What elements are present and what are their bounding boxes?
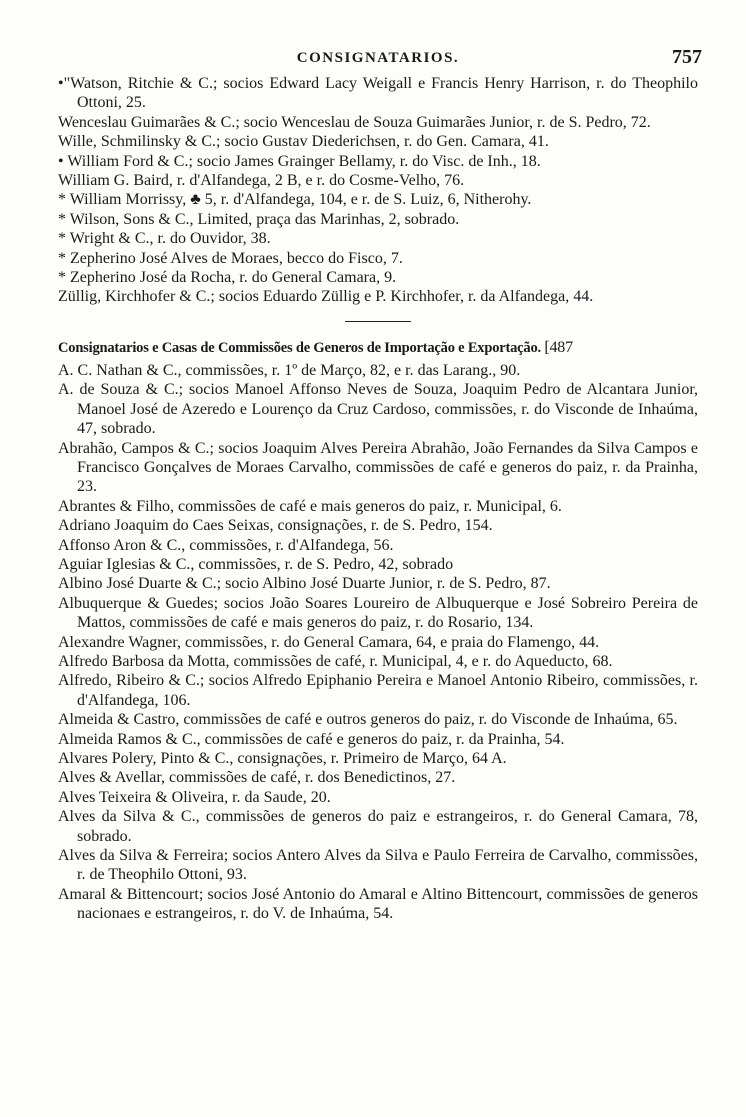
list-item: Wenceslau Guimarães & C.; socio Wenceslau de Souza Guimarães Junior, r. de S. Pedro, 72. <box>58 113 651 131</box>
list-item: Alves da Silva & C., commissões de generos do paiz e estrangeiros, r. do General Camara, 78, sobrado. <box>58 808 698 845</box>
section-heading-text: Consignatarios e Casas de Commissões de Generos de Importação e Exportação. <box>58 339 541 356</box>
list-item: Amaral & Bittencourt; socios José Antonio do Amaral e Altino Bittencourt, commissões de generos nacionaes e estrangeiros, r. do V. de Inhaúma, 54. <box>58 885 698 923</box>
list-item: Alvares Polery, Pinto & C., consignações, r. Primeiro de Março, 64 A. <box>58 750 507 767</box>
list-item: Alves & Avellar, commissões de café, r. dos Benedictinos, 27. <box>58 769 456 787</box>
list-item: Almeida & Castro, commissões de café e outros generos do paiz, r. do Visconde de Inhaúma, 65. <box>58 711 678 729</box>
list-item: Aguiar Iglesias & C., commissões, r. de S. Pedro, 42, sobrado <box>58 555 454 573</box>
list-item: Züllig, Kirchhofer & C.; socios Eduardo Züllig e P. Kirchhofer, r. da Alfandega, 44. <box>58 288 594 306</box>
list-item: Almeida Ramos & C., commissões de café e generos do paiz, r. da Prainha, 54. <box>58 730 565 748</box>
list-item: Wille, Schmilinsky & C.; socio Gustav Diederichsen, r. do Gen. Camara, 41. <box>58 133 549 151</box>
list-item: • William Ford & C.; socio James Grainger Bellamy, r. do Visc. de Inh., 18. <box>58 152 541 170</box>
list-item: * Zepherino José Alves de Moraes, becco do Fisco, 7. <box>58 249 403 267</box>
list-item: •"Watson, Ritchie & C.; socios Edward Lacy Weigall e Francis Henry Harrison, r. do Theophilo Ottoni, 25. <box>58 75 698 112</box>
list-item: Abrahão, Campos & C.; socios Joaquim Alves Pereira Abrahão, João Fernandes da Silva Campos e Francisco Gonçalves de Moraes Carvalho, commissões de café e generos do paiz, r. da Prainha, 23. <box>58 439 698 496</box>
list-item: * Wilson, Sons & C., Limited, praça das Marinhas, 2, sobrado. <box>58 210 460 228</box>
list-item: * Wright & C., r. do Ouvidor, 38. <box>58 230 271 248</box>
list-item: Abrantes & Filho, commissões de café e mais generos do paiz, r. Municipal, 6. <box>58 497 562 515</box>
list-item: Albino José Duarte & C.; socio Albino José Duarte Junior, r. de S. Pedro, 87. <box>58 575 551 593</box>
section-divider <box>345 321 411 322</box>
running-title: CONSIGNATARIOS. <box>296 50 460 66</box>
section-entry-count: [487 <box>544 338 573 356</box>
list-item: Alfredo Barbosa da Motta, commissões de café, r. Municipal, 4, e r. do Aqueducto, 68. <box>58 652 613 670</box>
list-item: Alfredo, Ribeiro & C.; socios Alfredo Epiphanio Pereira e Manoel Antonio Ribeiro, commissões, r. d'Alfandega, 106. <box>58 672 698 709</box>
list-item: Alexandre Wagner, commissões, r. do General Camara, 64, e praia do Flamengo, 44. <box>58 633 600 651</box>
list-item: * Zepherino José da Rocha, r. do General Camara, 9. <box>58 269 397 287</box>
section-heading <box>58 338 698 358</box>
list-item: Alves Teixeira & Oliveira, r. da Saude, 20. <box>58 788 331 806</box>
page-number: 757 <box>672 46 702 68</box>
consignee-list <box>58 74 698 307</box>
list-item: Affonso Aron & C., commissões, r. d'Alfandega, 56. <box>58 536 394 554</box>
list-item: William G. Baird, r. d'Alfandega, 2 B, e r. do Cosme-Velho, 76. <box>58 172 465 190</box>
list-item: Alves da Silva & Ferreira; socios Antero Alves da Silva e Paulo Ferreira de Carvalho, commissões, r. de Theophilo Ottoni, 93. <box>58 847 698 884</box>
page-header <box>58 46 702 74</box>
list-item: A. de Souza & C.; socios Manoel Affonso Neves de Souza, Joaquim Pedro de Alcantara Junior, Manoel José de Azeredo e Lourenço da Cruz Cardoso, commissões, r. do Visconde de Inhaúma, 47, sobrado. <box>58 381 698 438</box>
directory-page <box>58 46 702 924</box>
commission-house-list <box>58 361 698 924</box>
list-item: A. C. Nathan & C., commissões, r. 1º de Março, 82, e r. das Larang., 90. <box>58 361 521 379</box>
list-item: Albuquerque & Guedes; socios João Soares Loureiro de Albuquerque e José Sobreiro Pereira de Mattos, commissões de café e mais generos do paiz, r. do Rosario, 134. <box>58 594 698 632</box>
list-item: Adriano Joaquim do Caes Seixas, consignações, r. de S. Pedro, 154. <box>58 517 493 535</box>
list-item: * William Morrissy, ♣ 5, r. d'Alfandega, 104, e r. de S. Luiz, 6, Nitherohy. <box>58 191 532 209</box>
